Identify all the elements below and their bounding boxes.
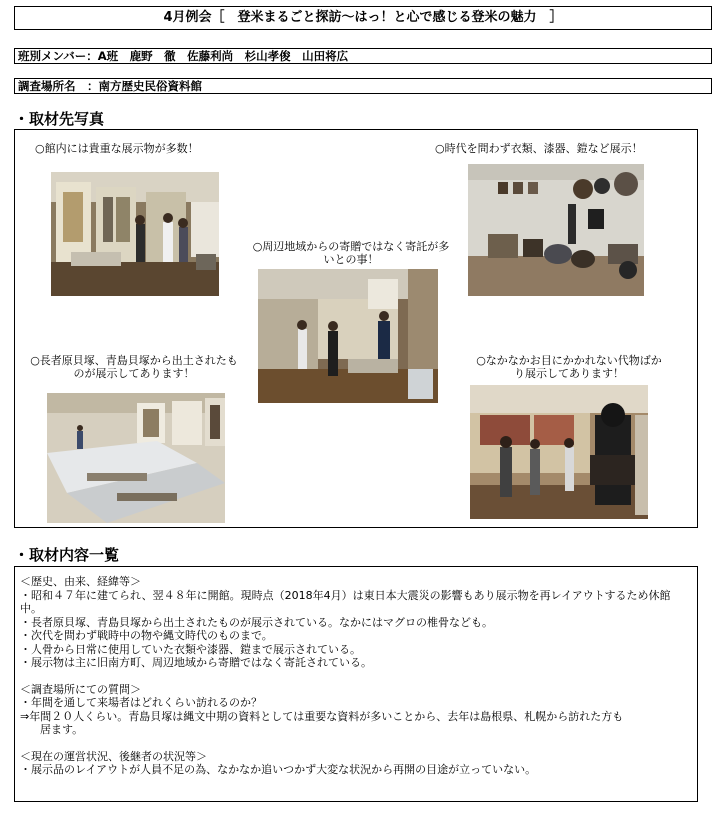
history-line-1: ・昭和４７年に建てられ、翌４８年に開館。現時点（2018年4月）は東日本大震災の影響もあり展示物を再レイアウトするため休館 [20,588,671,602]
photo-caption-3: ○周辺地域からの寄贈ではなく寄託が多いとの事！ [252,240,450,266]
content-body [20,575,690,777]
question-1: ・年間を通して来場者はどれくらい訪れるのか？ [20,696,262,709]
content-panel [14,566,698,802]
photos-heading: ・取材先写真 [14,110,105,128]
photo-visitors-in-hall [258,269,438,403]
history-heading: ＜歴史、由来、経緯等＞ [20,575,141,588]
history-line-3: ・次代を問わず戦時中の物や縄文時代のものまで。 [20,629,273,642]
answer-1-cont: 居ます。 [40,723,84,736]
operations-line-1: ・展示品のレイアウトが人員不足の為、なかなか追いつかず大変な状況から再開の目途が立っていない。 [20,763,537,776]
photo-armor-display [470,385,648,519]
history-line-4: ・人骨から日常に使用していた衣類や漆器、鎧まで展示されている。 [20,642,361,656]
content-heading: ・取材内容一覧 [14,546,120,564]
team-members: 班別メンバー：A班 鹿野 徹 佐藤利尚 杉山孝俊 山田将広 [14,48,712,64]
photos-panel [14,129,698,528]
history-line-1-cont: 中。 [20,602,42,615]
history-line-2: ・長者原貝塚、青島貝塚から出土されたものが展示されている。なかにはマグロの椎骨なども。 [20,615,493,629]
photo-clothing-lacquer-armor [468,164,644,296]
questions-heading: ＜調査場所にての質問＞ [20,682,141,696]
spacer [20,737,690,750]
survey-location: 調査場所名 ：南方歴史民俗資料館 [14,78,712,94]
photo-caption-4: ○長者原貝塚、青島貝塚から出土されたものが展示してあります！ [30,354,238,380]
photo-caption-2: ○時代を問わず衣類、漆器、鎧など展示！ [435,142,643,155]
photo-caption-5: ○なかなかお目にかかれない代物ばかり展示してあります！ [476,354,662,380]
photo-gallery-interior [51,172,219,296]
report-title: 4月例会［ 登米まるごと探訪～はっ！と心で感じる登米の魅力 ］ [14,6,712,30]
photo-shell-mound-artifacts [47,393,225,523]
answer-1: ⇒年間２０人くらい。青島貝塚は縄文中期の資料としては重要な資料が多いことから、去年は島根県、札幌から訪れた方も [20,709,624,723]
operations-heading: ＜現在の運営状況、後継者の状況等＞ [20,749,207,763]
history-line-5: ・展示物は主に旧南方町、周辺地域から寄贈ではなく寄託されている。 [20,656,372,669]
photo-caption-1: ○館内には貴重な展示物が多数！ [35,142,199,155]
spacer [20,670,690,683]
